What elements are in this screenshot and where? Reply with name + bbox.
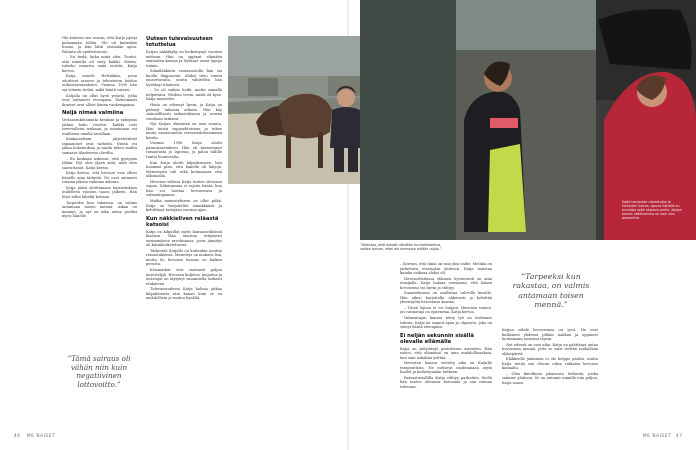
paragraph: Eläkkeelle jääminen ei ole helppo päätös, mutta Katja tietää sen olevan oikea ratkaisu hevosen kannalta.	[502, 357, 598, 371]
pull-quote-left: ”Tämä sairaus oli vähän niin kuin negatiivinen lottovoitto.”	[67, 354, 131, 389]
page-number-right: 47	[676, 433, 683, 438]
paragraph: – Olen kiitollinen jokaisesta hetkestä, jonka saimme yhdessä. Se on antanut minulle niin paljon, Katja sanoo.	[502, 371, 598, 386]
paragraph: Tärkeintä Katjalle on kuitenkin nauttia ratsastuksesta. Menestys on mukava lisä, mutta ilo hevosen kanssa on kaiken perusta.	[146, 248, 222, 267]
paragraph: Tarpeeksi kun rakastaa, on valmis antamaan toisen mennä. Aikaa on mennyt, ja nyt on aika antaa periksi myös hänelle.	[62, 200, 137, 219]
photo-caption: Katja harrastaa ratsastusta ja hevosten hoitoa. Apuna hänellä on avustaja sekä ohjaava perhe. Katjan kaunis näkövamma on vain viisi prosenttia.	[622, 200, 682, 221]
paragraph: Katjan näköikyky on heikentynyt vuosien mittaan. Hän on oppinut elämään sairauden kanssa ja löytänyt uusia tapoja toimia.	[146, 50, 222, 68]
paragraph: Katja kertoo, että hevoset ovat olleet hänelle aina tärkeitä. Ne ovat antaneet voimaa jaksaa vaikeina aikoina.	[62, 171, 137, 185]
paragraph: Katjalla on ollut hyvä ystäviä, jotka ovat auttaneet eteenpäin. Tärkeimmät ihmiset ovat olleet hänen vanhempansa.	[62, 93, 137, 107]
paragraph: Hevosurheilussa eläimen hyvinvointi on aina etusijalla. Katja haluaa varmistaa, että hänen hevosensa voi hyvin ja viihtyy.	[400, 276, 492, 290]
paragraph: Katja pääsi aloittamaan harrastuksen uudelleen vuosien tauon jälkeen. Hän löysi tallin läheltä kotiaan.	[62, 185, 137, 199]
right-page-column-2	[502, 328, 598, 422]
paragraph: Tulevaisuudessa Katja haluaa jatkaa kilpailemista niin kauan kuin se on mahdollista ja tuntuu hyvältä.	[146, 287, 222, 301]
section-heading: Ei neljän sekunnin sisällä olevalle ellämälle	[400, 332, 474, 345]
section-heading: Uuteen tulevaisuuteen totuttelua	[146, 36, 213, 48]
left-page-column-1	[62, 36, 137, 339]
paragraph: – Tässä lajissa ei voi huijata. Hevonen tuntee, jos ratsastaja on epävarma, Katja kertoo.	[400, 305, 492, 315]
section-heading: Neljä nimeä valmiina	[62, 110, 124, 117]
paragraph: Hevosten kanssa vietetty aika on Katjalle terapeuttista. Ne auttavat unohtamaan arjen huolet ja keskittymään hetkeen.	[400, 361, 492, 375]
pull-quote-right: ”Tarpeeksi kun rakastaa, on valmis antamaan toisen mennä.”	[512, 272, 590, 310]
paragraph: Katja on kilpaillut myös kansainvälisissä kisoissa. Hän muistaa erityisesti ensimmäisen arvokisansa, jossa jännitys oli käsinkosketeltavaa.	[146, 229, 222, 248]
paragraph: Kuukausittain järjestettävät tapaamiset ovat tärkeitä. Niissä voi jakaa kokemuksia ja saada tukea muilta samassa tilanteessa olevilta.	[62, 137, 137, 156]
paragraph: Nyt edessä on uusi aika. Katja on päättänyt antaa hevosensa mennä, jotta se saisi viettää rauhallisia eläkepäiviä.	[502, 342, 598, 356]
paragraph: Valmentajan kanssa tehty työ on tuottanut tulosta. Katja on saanut apua ja ohjausta, joka on vienyt häntä eteenpäin.	[400, 316, 492, 330]
paragraph: Hevosen selässä Katja tuntee olevansa vapaa. Näkövamma ei rajoita häntä, kun hän voi luottaa hevoseensa ja valmentajaansa.	[146, 179, 222, 198]
paragraph: Katja muutti Helsinkiin, jossa odottivat avioero ja tehostetun hoidon erikoissairaanhoito. Vuonna 1990 hän sai viimein tietää, mikä häntä vaivasi.	[62, 74, 137, 93]
paragraph: Ratsastustallilla Katja viihtyy parhaiten. Siellä hän tuntee olevansa kotonaan ja saa voimaa tulevaan.	[400, 375, 492, 390]
paragraph: Kisamatkat ovat vaatineet paljon järjestelyjä. Hevosen kuljetus, majoitus ja avustajat on täytynyt suunnitella tarkasti etukäteen.	[146, 267, 222, 286]
paragraph: Kun Katja aloitti kilpailemisen, hän huomasi pian, että hänellä oli lahjoja. Menestystä tuli sekä kotimaassa että ulkomailla.	[146, 160, 222, 179]
paragraph: – En tiedä, kuka minä olen. Tuntui, että minulta oli viety kaikki. Mietin, tuleeko minusta enää entistä, Katja kertoo.	[62, 55, 137, 73]
paragraph: Vuonna 1996 Katja aloitti pararatsastuksen. Hän oli harrastanut ratsastusta jo lapsena, ja paluu tallille tuntui luontevalta.	[146, 141, 222, 160]
right-page-column-1	[400, 262, 492, 422]
footer-label-left: ME NAISET	[27, 433, 56, 438]
paragraph: Silmälääkärin vastaanotolla hän sai kuulla diagnoosin. Aluksi tieto tuntui musertavalta, mutta vähitellen hän hyväksyi tilanteen.	[146, 69, 222, 87]
section-heading: Kun näkkieliven reläastä katsoisi	[146, 215, 219, 228]
paragraph: Katjan suhde hevoseensa on syvä. He ovat kulkeneet yhdessä pitkän matkan ja oppineet luottamaan toisiinsa täysin.	[502, 328, 598, 342]
page-number-left: 46	[14, 433, 21, 438]
paragraph: Olo kohensi sen verran, että Katja pystyi palaamaan töihin. Olo oli kuitenkin huono, ja hän lähti etsimään apua. Pahinta oli epätietoisuus.	[62, 36, 137, 54]
paragraph: Matka menestykseen on ollut pitkä. Katja on harjoitellut sinnikkäästi ja kehittänyt taitojaan vuosien ajan.	[146, 198, 222, 213]
paragraph: Vertaustukitoiminta kesäisin ja syksyisin jatkuu koko vuoden. Kaikki ovat tervetulleita mukaan, ja toimintaan voi osallistua omalla tavallaan.	[62, 118, 137, 136]
paragraph: Hoito on edennyt hyvin, ja Katja on päässyt takaisin arkeen. Hän käy säännöllisesti tarkastuksissa ja seuraa vointiaan tarkasti.	[146, 103, 222, 121]
paragraph: – Se oli vaikea hetki, mutta samalla helpottava. Vihdoin tiesin, mistä oli kyse, Katja muistelee.	[146, 88, 222, 102]
paragraph: – Kerroin, että tämä on vain yksi vaihe. Meidän on jatkettava eteenpäin yhdessä. Katja muistaa kuinka vaikeaa aluksi oli.	[400, 262, 492, 276]
paragraph: – En koskaan uskonut, että pystyisin tähän. Nyt olen ylpeä siitä, mitä olen saavuttanut, Katja kertoo.	[62, 156, 137, 170]
left-page-column-2	[146, 36, 222, 416]
paragraph: Katja on säilyttänyt positiivisen asenteen. Hän uskoo, että elämässä on aina mahdollisuuksia, kun vain uskaltaa yrittää.	[400, 346, 492, 360]
paragraph: Nyt Katjan elämässä on uusi suunta. Hän toimii vapaaehtoisena ja tukee muita sairastuneita vertaistukitoiminnan kautta.	[146, 122, 222, 140]
footer-label-right: ME NAISET	[643, 433, 672, 438]
paragraph: Sunnitelmissa on osallistua tuleville kisoille. Hän aikoo harjoitella ahkerasti ja kehittää yhteistyötä hevosensa kanssa.	[400, 291, 492, 305]
photo-caption-top: ”Ahdistaa, että meidät nähdään tunnistettomina, vaikka tunnen, ettei ole olemassa mitään rajoja.”	[360, 243, 442, 252]
